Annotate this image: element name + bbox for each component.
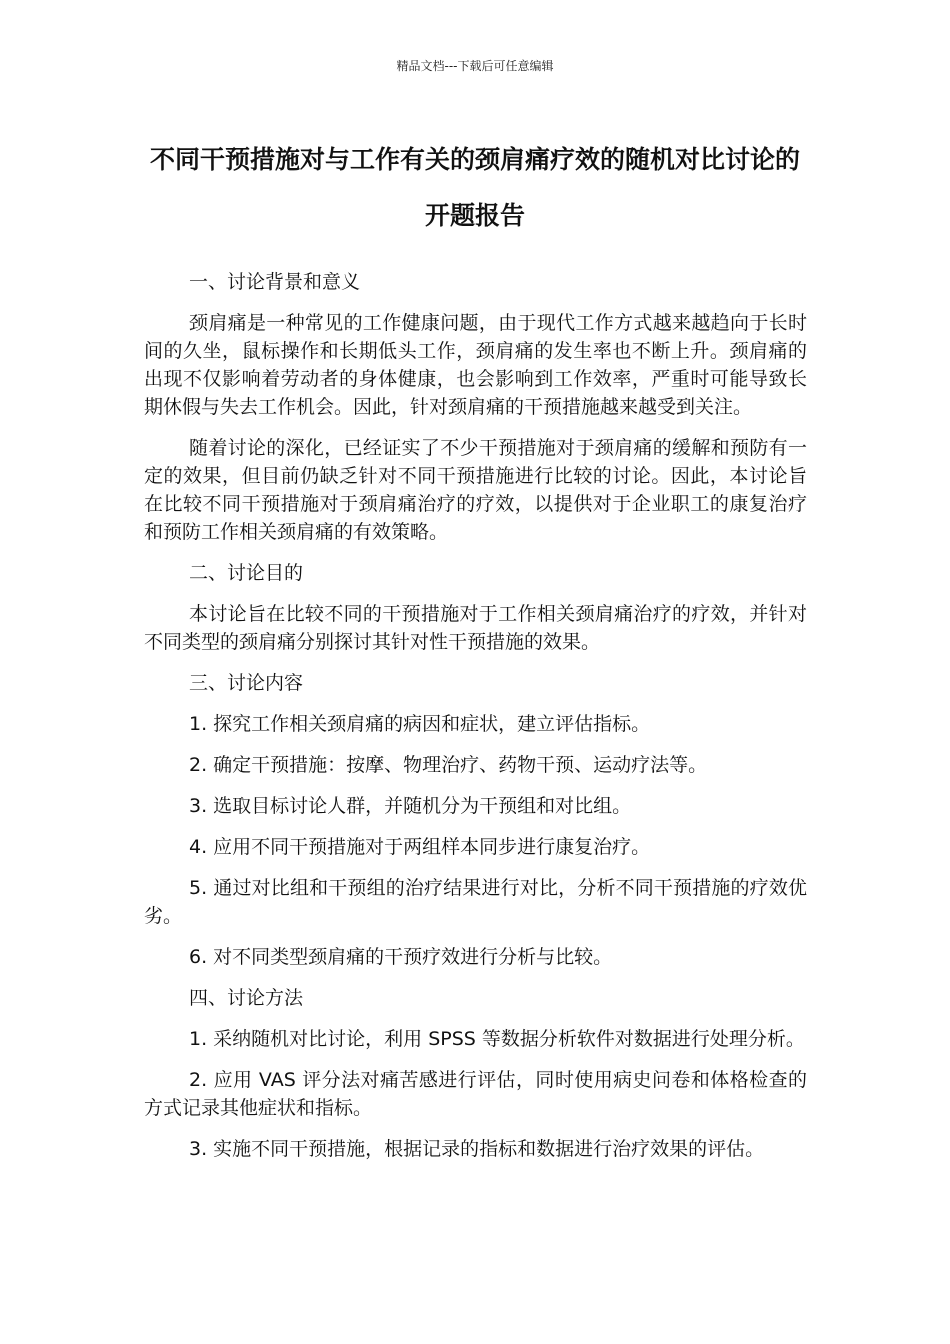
paragraph-purpose: 本讨论旨在比较不同的干预措施对于工作相关颈肩痛治疗的疗效，并针对不同类型的颈肩痛分别探讨其针对性干预措施的效果。 <box>144 603 807 653</box>
content-item-6: 6. 对不同类型颈肩痛的干预疗效进行分析与比较。 <box>189 946 613 968</box>
content-item-1: 1. 探究工作相关颈肩痛的病因和症状，建立评估指标。 <box>189 713 651 735</box>
method-item-1: 1. 采纳随机对比讨论，利用 SPSS 等数据分析软件对数据进行处理分析。 <box>189 1028 805 1050</box>
page-header-watermark: 精品文档---下载后可任意编辑 <box>396 59 554 73</box>
section-heading-methods: 四、讨论方法 <box>189 987 304 1009</box>
document-title: 不同干预措施对与工作有关的颈肩痛疗效的随机对比讨论的开题报告 <box>149 145 800 230</box>
method-item-3: 3. 实施不同干预措施，根据记录的指标和数据进行治疗效果的评估。 <box>189 1138 765 1160</box>
content-item-4: 4. 应用不同干预措施对于两组样本同步进行康复治疗。 <box>189 836 651 858</box>
paragraph-background-1: 颈肩痛是一种常见的工作健康问题，由于现代工作方式越来越趋向于长时间的久坐，鼠标操作和长期低头工作，颈肩痛的发生率也不断上升。颈肩痛的出现不仅影响着劳动者的身体健康，也会影响到工作效率，严重时可能导致长期休假与失去工作机会。因此，针对颈肩痛的干预措施越来越受到关注。 <box>144 312 807 418</box>
document-body <box>144 268 807 1163</box>
method-item-2: 2. 应用 VAS 评分法对痛苦感进行评估，同时使用病史问卷和体格检查的方式记录其他症状和指标。 <box>144 1069 807 1119</box>
content-item-3: 3. 选取目标讨论人群，并随机分为干预组和对比组。 <box>189 795 632 817</box>
section-heading-purpose: 二、讨论目的 <box>189 562 304 584</box>
content-item-5: 5. 通过对比组和干预组的治疗结果进行对比，分析不同干预措施的疗效优劣。 <box>144 877 807 927</box>
content-item-2: 2. 确定干预措施：按摩、物理治疗、药物干预、运动疗法等。 <box>189 754 708 776</box>
paragraph-background-2: 随着讨论的深化，已经证实了不少干预措施对于颈肩痛的缓解和预防有一定的效果，但目前仍缺乏针对不同干预措施进行比较的讨论。因此，本讨论旨在比较不同干预措施对于颈肩痛治疗的疗效，以提供对于企业职工的康复治疗和预防工作相关颈肩痛的有效策略。 <box>144 437 807 543</box>
section-heading-background: 一、讨论背景和意义 <box>189 271 361 293</box>
section-heading-content: 三、讨论内容 <box>189 672 304 694</box>
